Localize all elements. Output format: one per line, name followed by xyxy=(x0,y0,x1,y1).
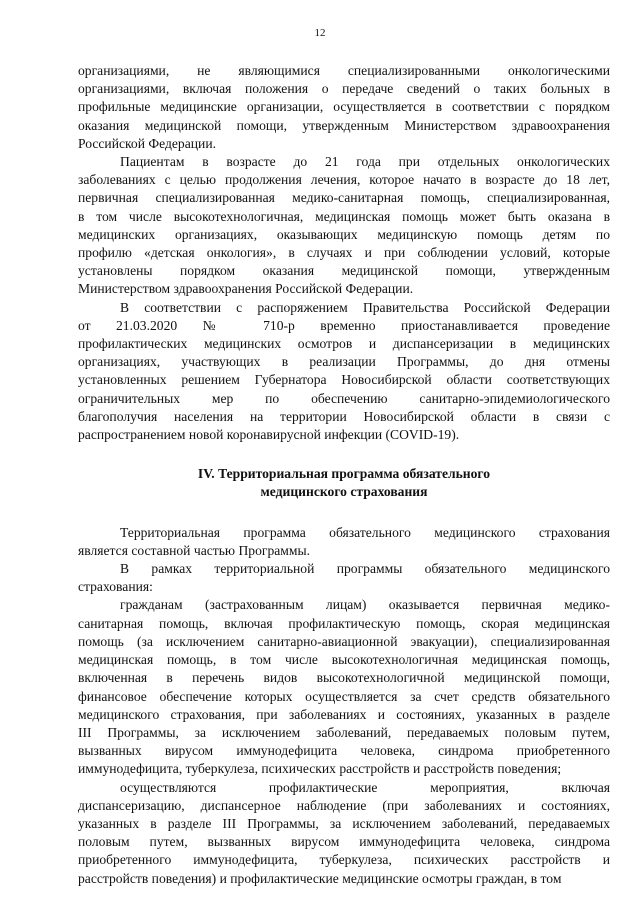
paragraph-line: Министерством здравоохранения Российской Федерации. xyxy=(78,281,414,297)
paragraph-line: включенная в перечень видов высокотехнологичной медицинской помощи, xyxy=(78,670,610,686)
paragraph-line: Российской Федерации. xyxy=(78,135,216,151)
paragraph-line: помощь (за исключением санитарно-авиационной эвакуации), специализированная xyxy=(78,633,610,649)
paragraph-line: медицинских организациях, оказывающих медицинскую помощь детям по xyxy=(78,226,610,242)
paragraph-line: организациями, включая положения о передаче сведений о таких больных в xyxy=(78,81,610,97)
paragraph-line: установленных решением Губернатора Новосибирской области соответствующих xyxy=(78,372,610,388)
paragraph-line: в том числе высокотехнологичная, медицинская помощь может быть оказана в xyxy=(78,208,610,224)
paragraph-line: иммунодефицита, туберкулеза, психических расстройств и расстройств поведения; xyxy=(78,761,562,777)
section-heading xyxy=(78,465,610,501)
page-number: 12 xyxy=(314,27,326,39)
document-body xyxy=(78,62,610,888)
paragraph-line: медицинского страхования, при заболеваниях и состояниях, указанных в разделе xyxy=(78,706,610,722)
paragraph-line: осуществляются профилактические мероприятия, включая xyxy=(120,779,610,795)
paragraph-line: В соответствии с распоряжением Правительства Российской Федерации xyxy=(120,299,610,315)
paragraph-line: В рамках территориальной программы обязательного медицинского xyxy=(120,561,610,577)
paragraph-line: расстройств поведения) и профилактические медицинские осмотры граждан, в том xyxy=(78,870,562,886)
paragraph-line: ограничительных мер по обеспечению санитарно-эпидемиологического xyxy=(78,390,610,406)
text-block-before-heading xyxy=(78,62,610,444)
paragraph-line: организациях, участвующих в реализации Программы, до дня отмены xyxy=(78,354,610,370)
paragraph-line: III Программы, за исключением заболеваний, передаваемых половым путем, xyxy=(78,724,610,740)
paragraph-line: заболеваниях с целью продолжения лечения, которое начато в возрасте до 18 лет, xyxy=(78,172,610,188)
paragraph-line: профилактических медицинских осмотров и диспансеризации в медицинских xyxy=(78,336,610,352)
section-heading-line: медицинского страхования xyxy=(260,484,428,500)
paragraph-line: Пациентам в возрасте до 21 года при отдельных онкологических xyxy=(120,154,610,170)
text-block-after-heading xyxy=(78,524,610,888)
paragraph-line: указанных в разделе III Программы, за исключением заболеваний, передаваемых xyxy=(78,815,610,831)
paragraph-line: половым путем, вызванных вирусом иммунодефицита человека, синдрома xyxy=(78,834,610,850)
paragraph-line: распространением новой коронавирусной инфекции (COVID-19). xyxy=(78,427,460,443)
paragraph-line: благополучия населения на территории Новосибирской области в связи с xyxy=(78,408,610,424)
paragraph-line: профильные медицинские организации, осуществляется в соответствии с порядком xyxy=(78,99,610,115)
paragraph-line: профилю «детская онкология», в случаях и при соблюдении условий, которые xyxy=(78,245,610,261)
section-heading-line: IV. Территориальная программа обязательного xyxy=(197,466,491,482)
paragraph-line: организациями, не являющимися специализированными онкологическими xyxy=(78,63,610,78)
paragraph-line: страхования: xyxy=(78,579,153,595)
paragraph-line: финансовое обеспечение которых осуществляется за счет средств обязательного xyxy=(78,688,610,704)
paragraph-line: медицинская помощь, в том числе высокотехнологичная медицинская помощь, xyxy=(78,652,610,668)
paragraph-line: является составной частью Программы. xyxy=(78,542,311,558)
paragraph-line: первичная специализированная медико-санитарная помощь, специализированная, xyxy=(78,190,610,206)
paragraph-line: санитарная помощь, включая профилактическую помощь, скорая медицинская xyxy=(78,615,610,631)
paragraph-line: гражданам (застрахованным лицам) оказывается первичная медико- xyxy=(120,597,610,613)
paragraph-line: приобретенного иммунодефицита, туберкулеза, психических расстройств и xyxy=(78,852,610,868)
paragraph-line: диспансеризацию, диспансерное наблюдение (при заболеваниях и состояниях, xyxy=(78,797,610,813)
paragraph-line: оказания медицинской помощи, утвержденным Министерством здравоохранения xyxy=(78,117,610,133)
paragraph-line: установлены порядком оказания медицинской помощи, утвержденным xyxy=(78,263,610,279)
paragraph-line: вызванных вирусом иммунодефицита человека, синдрома приобретенного xyxy=(78,743,610,759)
paragraph-line: Территориальная программа обязательного медицинского страхования xyxy=(120,524,610,540)
paragraph-line: от 21.03.2020 № 710-р временно приостанавливается проведение xyxy=(78,317,610,333)
